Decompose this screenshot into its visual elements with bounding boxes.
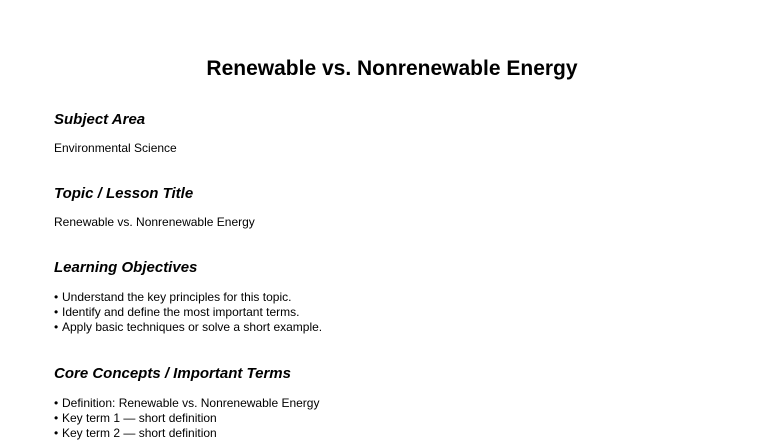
section-heading: Learning Objectives — [54, 259, 198, 276]
document-title: Renewable vs. Nonrenewable Energy — [206, 57, 578, 80]
list-item — [54, 411, 754, 426]
list-item — [54, 320, 754, 335]
section-text: Renewable vs. Nonrenewable Energy — [54, 215, 255, 229]
bullet-list — [54, 290, 754, 335]
bullet-list — [54, 396, 754, 441]
section-core-concepts — [54, 365, 754, 441]
bullet-icon: • — [54, 426, 59, 440]
bullet-icon: • — [54, 411, 59, 425]
list-item-text: Apply basic techniques or solve a short example. — [62, 320, 323, 334]
section-heading: Subject Area — [54, 111, 146, 128]
list-item-text: Identify and define the most important terms. — [62, 305, 300, 319]
list-item-text: Key term 1 — short definition — [62, 411, 217, 425]
section-text: Environmental Science — [54, 141, 177, 155]
section-learning-objectives — [54, 259, 754, 335]
bullet-icon: • — [54, 396, 59, 410]
list-item-text: Key term 2 — short definition — [62, 426, 217, 440]
list-item — [54, 305, 754, 320]
bullet-icon: • — [54, 305, 59, 319]
list-item-text: Definition: Renewable vs. Nonrenewable Energy — [62, 396, 320, 410]
list-item — [54, 290, 754, 305]
section-heading: Topic / Lesson Title — [54, 185, 194, 202]
bullet-icon: • — [54, 320, 59, 334]
bullet-icon: • — [54, 290, 59, 304]
section-topic — [54, 185, 754, 230]
list-item — [54, 426, 754, 441]
list-item — [54, 396, 754, 411]
section-subject-area — [54, 111, 754, 156]
section-heading: Core Concepts / Important Terms — [54, 365, 291, 382]
list-item-text: Understand the key principles for this topic. — [62, 290, 292, 304]
